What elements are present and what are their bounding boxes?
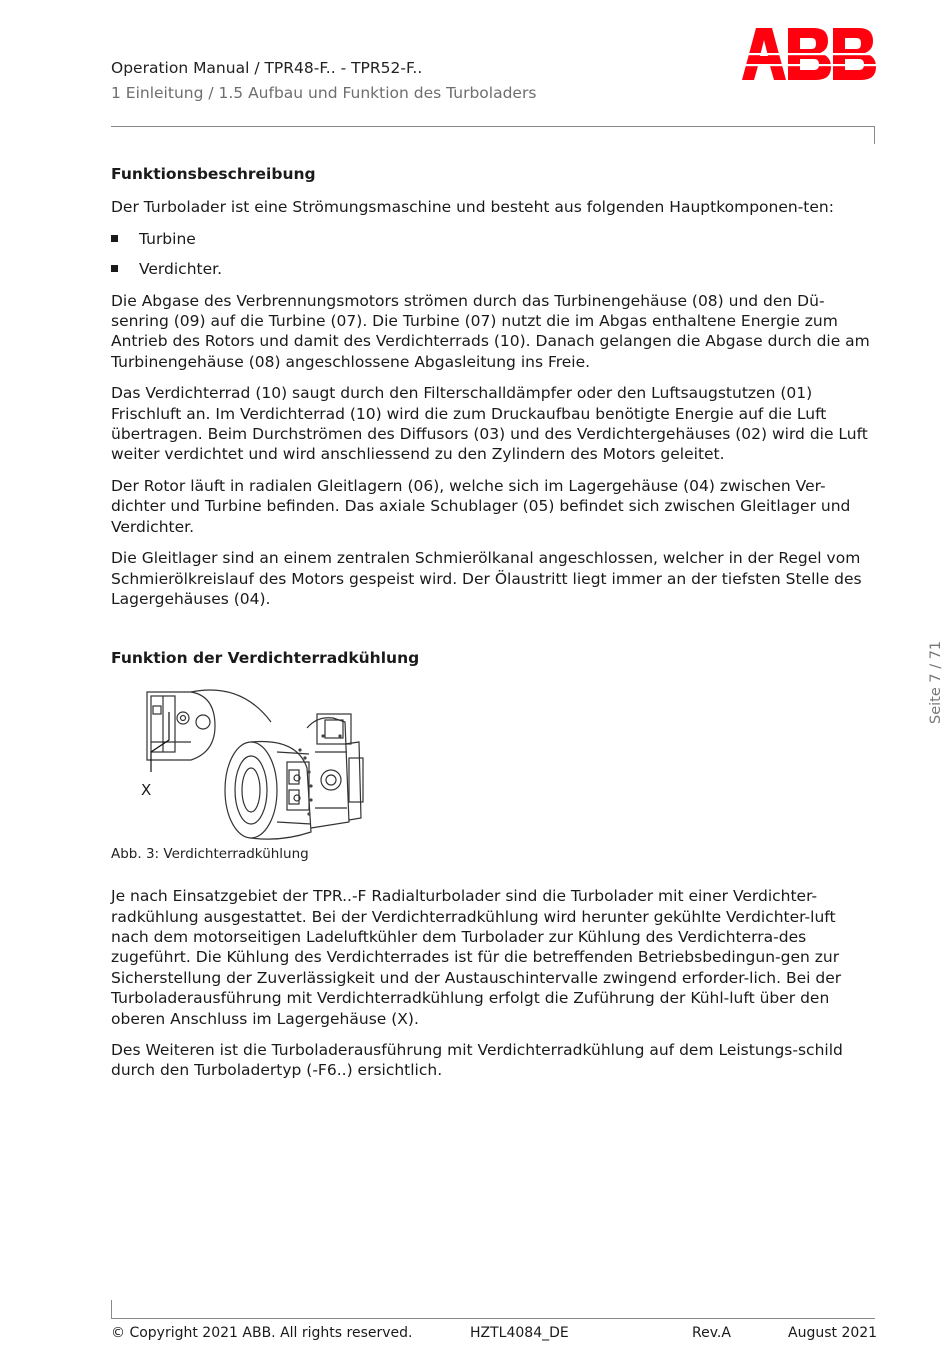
paragraph-verdichterrad: Das Verdichterrad (10) saugt durch den Filterschalldämpfer oder den Luftsaugstutzen (01) Frischluft an. Im Verdichterrad (10) wird die zum Druckaufbau benötigte Energie auf die Luft übertragen. Beim Durchströmen des Diffusors (03) und des Verdichtergehäuses (02) wird die Luft weiter verdichtet und wird anschliessend zu den Zylindern des Motors geleitet. xyxy=(111,384,868,464)
footer-rule-tick xyxy=(111,1300,112,1318)
list-item-text: Verdichter. xyxy=(139,260,223,279)
section-heading-verdichterradkuehlung: Funktion der Verdichterradkühlung xyxy=(111,649,420,668)
list-item-text: Turbine xyxy=(139,229,196,248)
footer-date: August 2021 xyxy=(788,1325,878,1341)
abb-logo xyxy=(742,28,876,80)
paragraph-leistungsschild: Des Weiteren ist die Turboladerausführung mit Verdichterradkühlung auf dem Leistungs-schild durch den Turboladertyp (-F6..) ersichtlich. xyxy=(111,1040,843,1080)
turbocharger-figure xyxy=(111,682,371,840)
header-rule xyxy=(111,126,875,127)
footer-rule xyxy=(111,1318,875,1319)
component-list xyxy=(111,229,875,280)
header-rule-tick xyxy=(874,126,875,144)
intro-paragraph: Der Turbolader ist eine Strömungsmaschine und besteht aus folgenden Hauptkomponen-ten: xyxy=(111,198,834,217)
figure-caption: Abb. 3: Verdichterradkühlung xyxy=(111,845,309,862)
paragraph-kuehlung: Je nach Einsatzgebiet der TPR..-F Radialturbolader sind die Turbolader mit einer Verdichter-radkühlung ausgestattet. Bei der Verdichterradkühlung wird herunter gekühlte Verdichter-luft nach dem motorseitigen Ladeluftkühler dem Turbolader zur Kühlung des Verdichterra-des zugeführt. Die Kühlung des Verdichterrades ist für die betreffenden Betriebsbedingun-gen zur Sicherstellung der Zuverlässigkeit und der Austauschintervalle zwingend erforder-lich. Bei der Turboladerausführung mit Verdichterradkühlung erfolgt die Zuführung der Kühl-luft über den oberen Anschluss im Lagergehäuse (X). xyxy=(111,887,842,1028)
doc-subtitle: 1 Einleitung / 1.5 Aufbau und Funktion des Turboladers xyxy=(111,84,537,102)
bullet-square-icon xyxy=(111,235,118,242)
list-item xyxy=(111,259,875,279)
paragraph-gleitlager: Die Gleitlager sind an einem zentralen Schmierölkanal angeschlossen, welcher in der Regel vom Schmierölkreislauf des Motors gespeist wird. Der Ölaustritt liegt immer an der tiefsten Stelle des Lagergehäuses (04). xyxy=(111,549,862,608)
list-item xyxy=(111,229,875,249)
turbocharger-illustration xyxy=(111,682,371,840)
bullet-square-icon xyxy=(111,265,118,272)
paragraph-abgase: Die Abgase des Verbrennungsmotors strömen durch das Turbinengehäuse (08) und den Dü-senring (09) auf die Turbine (07). Die Turbine (07) nutzt die im Abgas enthaltene Energie zum Antrieb des Rotors und damit des Verdichterrads (10). Danach gelangen die Abgase durch die am Turbinengehäuse (08) angeschlossene Abgasleitung ins Freie. xyxy=(111,291,870,371)
page-number-text: Seite 7 / 71 xyxy=(928,640,944,724)
footer-doc-id: HZTL4084_DE xyxy=(470,1325,569,1341)
doc-title: Operation Manual / TPR48-F.. - TPR52-F.. xyxy=(111,59,423,77)
paragraph-rotor: Der Rotor läuft in radialen Gleitlagern (06), welche sich im Lagergehäuse (04) zwischen Ver-dichter und Turbine befinden. Das axiale Schublager (05) befindet sich zwischen Gleitlager und Verdichter. xyxy=(111,476,851,536)
page-content xyxy=(111,164,875,1092)
section-heading-funktionsbeschreibung: Funktionsbeschreibung xyxy=(111,165,316,183)
footer-revision: Rev.A xyxy=(692,1325,731,1341)
figure-callout-x: X xyxy=(141,780,152,799)
footer-copyright: © Copyright 2021 ABB. All rights reserved. xyxy=(111,1325,413,1341)
